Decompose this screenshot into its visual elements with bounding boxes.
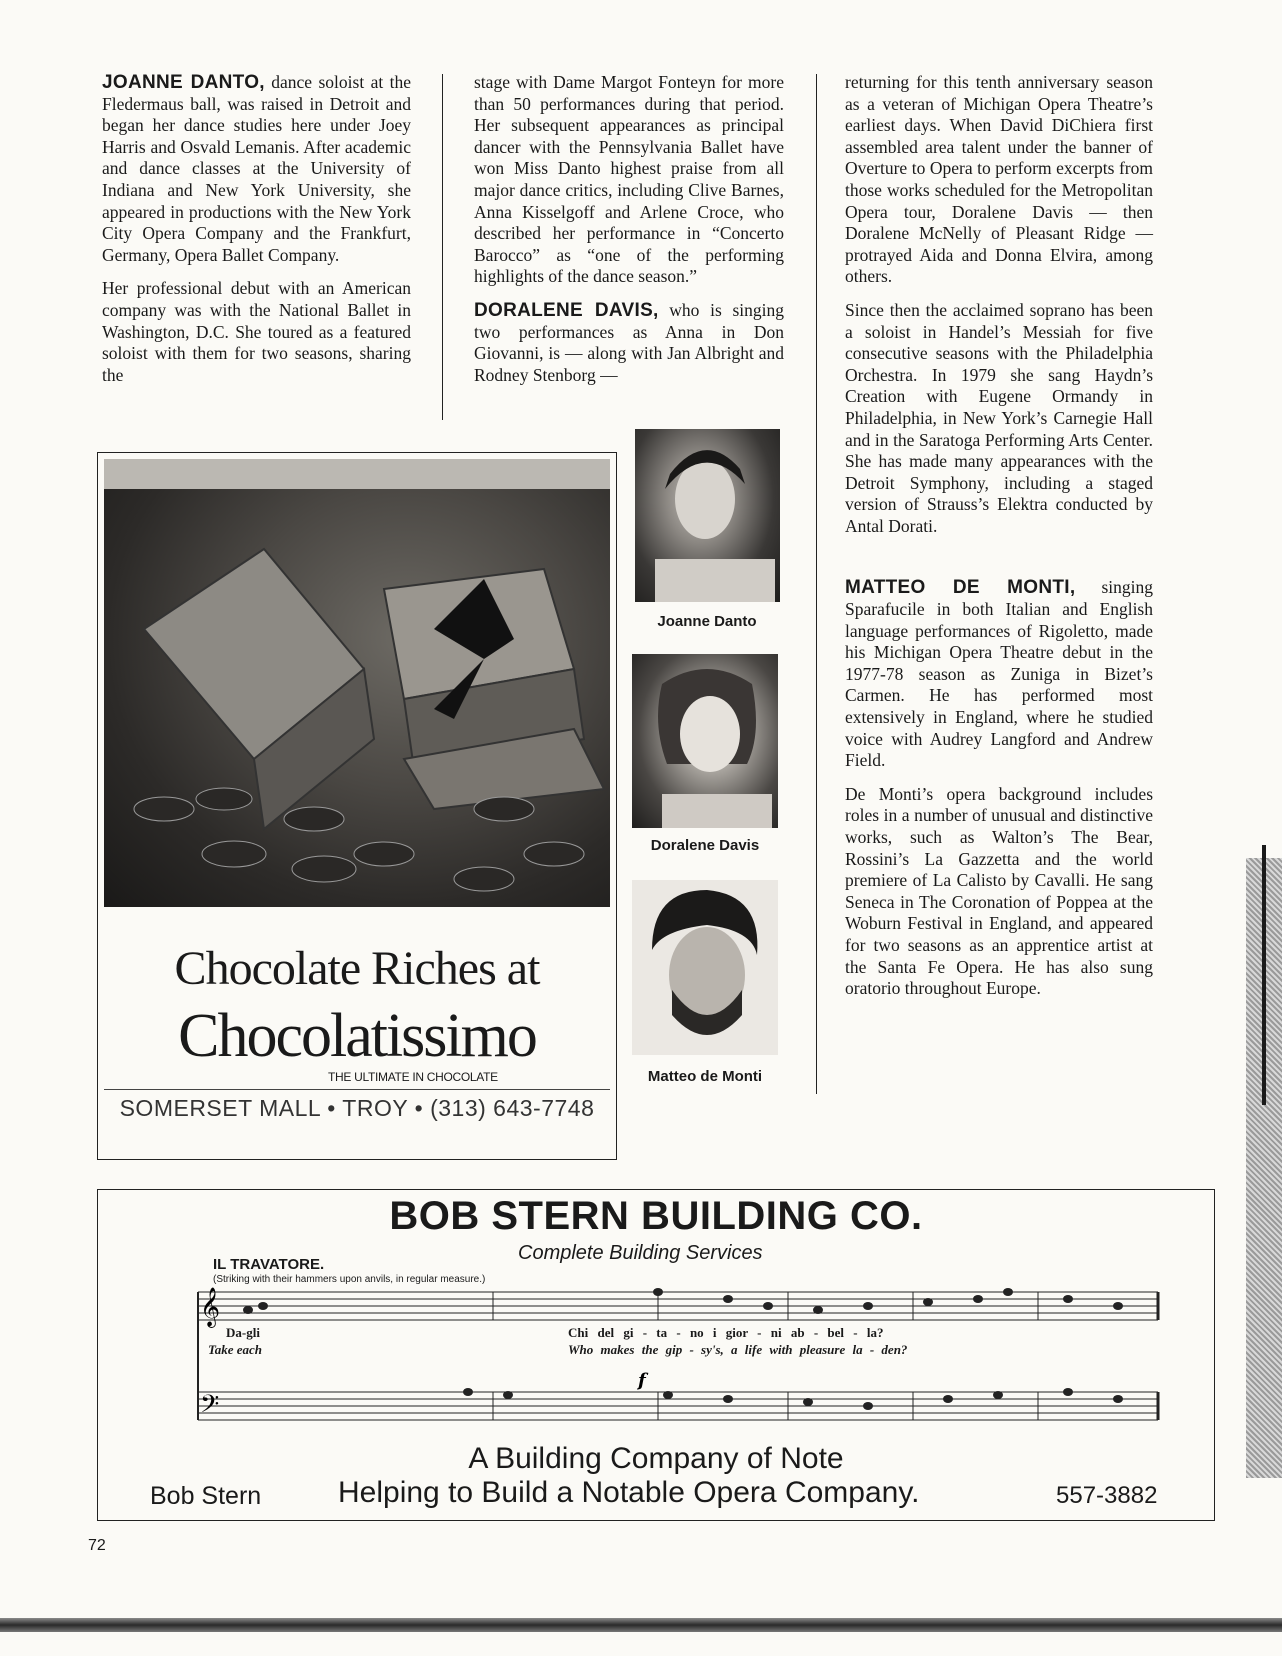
page-number: 72 (88, 1537, 106, 1554)
caption-doralene-davis: Doralene Davis (650, 837, 760, 854)
bio-doralene-davis-2: returning for this tenth anniversary season as a veteran of Michigan Opera Theatre’s earliest days. When David DiChiera first assembled area talent under the banner of Overture to Opera to perform excerpts from those works scheduled for the Metropolitan Opera tour, Doralene Davis — then Doralene McNelly of Pleasant Ridge — protrayed Aida and Donna Elvira, among others. (845, 72, 1153, 287)
bio-matteo-de-monti-2: De Monti’s opera background includes roles in a number of unusual and distinctive works, such as Walton’s The Bear, Rossini’s La Gazzetta and the world premiere of La Calisto by Cavalli. He sang Seneca in The Coronation of Poppea at the Woburn Festival in England, and appeared for two seasons as an apprentice artist at the Santa Fe Opera. He has also sung oratorio throughout Europe. (845, 783, 1153, 999)
column-2 (474, 72, 784, 398)
choc-headline-line1: Chocolate Riches at (174, 942, 540, 995)
bob-stern-subtitle: Complete Building Services (518, 1242, 763, 1264)
bob-stern-title: BOB STERN BUILDING CO. (389, 1194, 923, 1238)
photo-matteo-de-monti (632, 880, 778, 1055)
chocolate-illustration (104, 459, 610, 907)
column-divider (816, 74, 817, 1094)
bass-clef-icon: 𝄢 (200, 1390, 220, 1425)
column-1 (102, 72, 411, 398)
name-matteo-de-monti: MATTEO DE MONTI, (845, 577, 1076, 599)
name-doralene-davis: DORALENE DAVIS, (474, 299, 659, 321)
bob-stern-ad (97, 1189, 1215, 1521)
caption-matteo-de-monti: Matteo de Monti (647, 1068, 763, 1085)
bob-stern-tagline-2: Helping to Build a Notable Opera Company. (338, 1476, 920, 1509)
music-direction: (Striking with their hammers upon anvils, in regular measure.) (213, 1274, 486, 1285)
column-divider (442, 74, 443, 420)
choc-address: SOMERSET MALL • TROY • (313) 643-7748 (119, 1095, 595, 1121)
svg-text:f: f (638, 1370, 646, 1391)
caption-joanne-danto: Joanne Danto (657, 613, 757, 630)
photo-joanne-danto (635, 429, 780, 602)
portrait-image (632, 654, 778, 828)
choc-tagline: THE ULTIMATE IN CHOCOLATE (328, 1070, 498, 1084)
choc-headline-line2: Chocolatissimo (178, 1002, 536, 1070)
scan-edge-bottom (0, 1618, 1282, 1632)
column-3 (845, 72, 1153, 1012)
lyrics-italian-1: Da-gli (226, 1325, 260, 1340)
portrait-image (635, 429, 780, 602)
chocolatissimo-ad (97, 452, 617, 1160)
bio-matteo-de-monti: MATTEO DE MONTI, singing Sparafucile in both Italian and English language performances of Rigoletto, made his Michigan Opera Theatre debut in the 1977-78 season as Zuniga in Bizet’s Carmen. He has performed most extensively in England, where he studied voice with Audrey Langford and Andrew Field. (845, 577, 1153, 771)
portrait-image (632, 880, 778, 1055)
treble-clef-icon: 𝄞 (200, 1287, 221, 1327)
lyrics-english-1: Take each (208, 1342, 263, 1357)
photo-doralene-davis (632, 654, 778, 828)
chocolate-boxes-photo (104, 459, 610, 907)
bob-stern-tagline-1: A Building Company of Note (468, 1442, 844, 1475)
lyrics-italian-2: Chi del gi - ta - no i gior - ni ab - bel - la? (568, 1325, 884, 1340)
music-score (188, 1282, 1168, 1442)
music-title: IL TRAVATORE. (213, 1256, 325, 1273)
scan-edge-right-line (1262, 845, 1266, 1105)
bio-joanne-danto-2: Her professional debut with an American company was with the National Ballet in Washington, D.C. She toured as a featured soloist with them for two seasons, sharing the (102, 278, 411, 385)
bio-joanne-danto: JOANNE DANTO, dance soloist at the Fledermaus ball, was raised in Detroit and began her dance studies here under Joey Harris and Osvald Lemanis. After academic and dance classes at the University of Indiana and New York University, she appeared in productions with the New York City Opera Company and the Frankfurt, Germany, Opera Ballet Company. (102, 72, 411, 265)
bio-doralene-davis-3: Since then the acclaimed soprano has been a soloist in Handel’s Messiah for five consecutive seasons with the Philadelphia Orchestra. In 1979 she sang Haydn’s Creation with Eugene Ormandy in Philadelphia, in New York’s Carnegie Hall and in the Saratoga Performing Arts Center. She has made many appearances with the Detroit Symphony, including a staged version of Strauss’s Elektra conducted by Antal Dorati. (845, 299, 1153, 536)
choc-divider (104, 1089, 610, 1090)
bio-joanne-danto-3: stage with Dame Margot Fonteyn for more than 50 performances during that period. Her subsequent appearances as principal dancer with the Pennsylvania Ballet have won Miss Danto highest praise from all major dance critics, including Clive Barnes, Anna Kisselgoff and Arlene Croce, who described her performance in “Concerto Barocco” as “one of the performing highlights of the dance season.” (474, 72, 784, 287)
name-joanne-danto: JOANNE DANTO, (102, 72, 265, 93)
bob-stern-name: Bob Stern (150, 1482, 262, 1510)
lyrics-english-2: Who makes the gip - sy's, a life with pleasure la - den? (568, 1342, 908, 1357)
bob-stern-phone: 557-3882 (1056, 1482, 1158, 1509)
bio-doralene-davis: DORALENE DAVIS, who is singing two performances as Anna in Don Giovanni, is — along with Jan Albright and Rodney Stenborg — (474, 299, 784, 385)
